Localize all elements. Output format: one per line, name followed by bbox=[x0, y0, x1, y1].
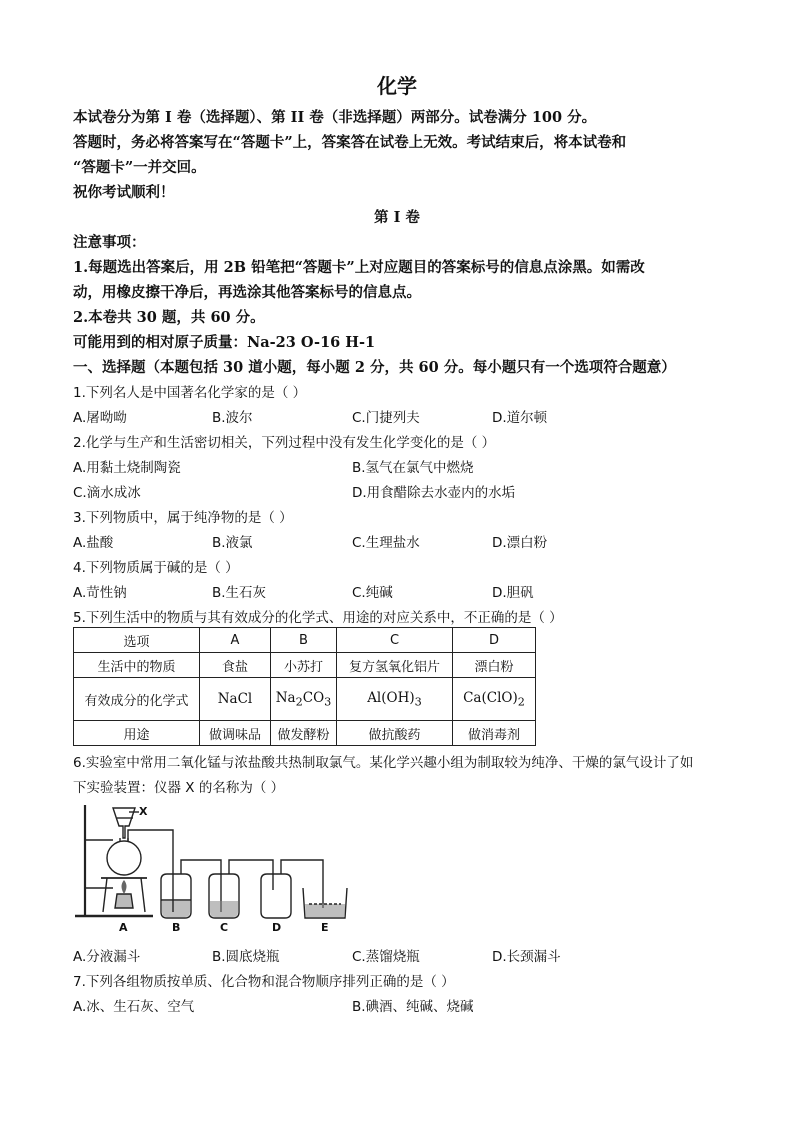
q1-option-b[interactable]: B.波尔 bbox=[212, 410, 253, 426]
atomic-mass-line: 可能用到的相对原子质量：Na-23 O-16 H-1 bbox=[73, 334, 376, 351]
q5-substance-c: 复方氢氧化铝片 bbox=[337, 653, 453, 678]
q3-stem: 3.下列物质中，属于纯净物的是（ ） bbox=[73, 510, 293, 526]
chlorine-apparatus-figure bbox=[73, 800, 373, 935]
intro-line-2: 答题时，务必将答案写在“答题卡”上，答案答在试卷上无效。考试结束后，将本试卷和 bbox=[73, 134, 627, 151]
q2-stem: 2.化学与生产和生活密切相关，下列过程中没有发生化学变化的是（ ） bbox=[73, 435, 496, 451]
q4-option-a[interactable]: A.苛性钠 bbox=[73, 585, 127, 601]
q4-stem: 4.下列物质属于碱的是（ ） bbox=[73, 560, 239, 576]
q7-stem: 7.下列各组物质按单质、化合物和混合物顺序排列正确的是（ ） bbox=[73, 974, 455, 990]
q5-col-a: A bbox=[200, 628, 271, 653]
notice-heading: 注意事项： bbox=[73, 234, 146, 251]
q1-stem: 1.下列名人是中国著名化学家的是（ ） bbox=[73, 385, 307, 401]
label-c: C bbox=[220, 921, 229, 934]
label-e: E bbox=[321, 921, 329, 934]
q5-substance-a: 食盐 bbox=[200, 653, 271, 678]
q1-option-c[interactable]: C.门捷列夫 bbox=[352, 410, 420, 426]
q3-option-b[interactable]: B.液氯 bbox=[212, 535, 253, 551]
q6-option-a[interactable]: A.分液漏斗 bbox=[73, 949, 141, 965]
notice-item-1b: 动，用橡皮擦干净后，再选涂其他答案标号的信息点。 bbox=[73, 284, 421, 301]
q2-option-c[interactable]: C.滴水成冰 bbox=[73, 485, 141, 501]
wash-bottle-c bbox=[209, 860, 273, 918]
q3-option-d[interactable]: D.漂白粉 bbox=[492, 535, 548, 551]
beaker-e bbox=[303, 888, 347, 918]
q5-stem: 5.下列生活中的物质与其有效成分的化学式、用途的对应关系中，不正确的是（ ） bbox=[73, 610, 563, 626]
q7-option-b[interactable]: B.碘酒、纯碱、烧碱 bbox=[352, 999, 474, 1015]
q4-option-c[interactable]: C.纯碱 bbox=[352, 585, 393, 601]
q5-col-d: D bbox=[453, 628, 536, 653]
q5-table bbox=[73, 627, 536, 746]
q5-formula-b: $Na_2CO_3$ bbox=[271, 678, 337, 721]
q4-option-d[interactable]: D.胆矾 bbox=[492, 585, 534, 601]
intro-line-1: 本试卷分为第 I 卷（选择题）、第 II 卷（非选择题）两部分。试卷满分 100 分。 bbox=[73, 109, 597, 126]
q1-option-a[interactable]: A.屠呦呦 bbox=[73, 410, 127, 426]
page-title: 化学 bbox=[377, 74, 417, 98]
q5-header-formula: 有效成分的化学式 bbox=[74, 678, 200, 721]
q3-option-c[interactable]: C.生理盐水 bbox=[352, 535, 420, 551]
notice-item-1a: 1.每题选出答案后，用 2B 铅笔把“答题卡”上对应题目的答案标号的信息点涂黑。如需改 bbox=[73, 259, 645, 276]
q5-substance-b: 小苏打 bbox=[271, 653, 337, 678]
q5-formula-a: NaCl bbox=[200, 678, 271, 721]
notice-item-2: 2.本卷共 30 题，共 60 分。 bbox=[73, 309, 265, 326]
label-b: B bbox=[172, 921, 181, 934]
intro-line-4: 祝你考试顺利！ bbox=[73, 184, 175, 201]
q7-option-a[interactable]: A.冰、生石灰、空气 bbox=[73, 999, 195, 1015]
q5-use-c: 做抗酸药 bbox=[337, 721, 453, 746]
q6-stem-b: 下实验装置：仪器 X 的名称为（ ） bbox=[73, 780, 285, 796]
q5-formula-c: $Al(OH)_3$ bbox=[337, 678, 453, 721]
q2-option-a[interactable]: A.用黏土烧制陶瓷 bbox=[73, 460, 181, 476]
q5-substance-d: 漂白粉 bbox=[453, 653, 536, 678]
q6-option-b[interactable]: B.圆底烧瓶 bbox=[212, 949, 280, 965]
label-d: D bbox=[272, 921, 282, 934]
q5-header-use: 用途 bbox=[74, 721, 200, 746]
q5-use-d: 做消毒剂 bbox=[453, 721, 536, 746]
label-a: A bbox=[119, 921, 128, 934]
q6-option-c[interactable]: C.蒸馏烧瓶 bbox=[352, 949, 420, 965]
part-heading: 一、选择题（本题包括 30 道小题，每小题 2 分，共 60 分。每小题只有一个选项符合题意） bbox=[73, 359, 676, 376]
q4-option-b[interactable]: B.生石灰 bbox=[212, 585, 267, 601]
q3-option-a[interactable]: A.盐酸 bbox=[73, 535, 114, 551]
q5-header-option: 选项 bbox=[74, 628, 200, 653]
q5-col-b: B bbox=[271, 628, 337, 653]
q5-formula-d: $Ca(ClO)_2$ bbox=[453, 678, 536, 721]
q2-option-b[interactable]: B.氢气在氯气中燃烧 bbox=[352, 460, 474, 476]
q6-option-d[interactable]: D.长颈漏斗 bbox=[492, 949, 561, 965]
label-x: X bbox=[139, 805, 148, 818]
q5-col-c: C bbox=[337, 628, 453, 653]
q5-header-substance: 生活中的物质 bbox=[74, 653, 200, 678]
q5-use-a: 做调味品 bbox=[200, 721, 271, 746]
q5-use-b: 做发酵粉 bbox=[271, 721, 337, 746]
q1-option-d[interactable]: D.道尔顿 bbox=[492, 410, 548, 426]
q6-stem-a: 6.实验室中常用二氧化锰与浓盐酸共热制取氯气。某化学兴趣小组为制取较为纯净、干燥的氯气设计了如 bbox=[73, 755, 694, 771]
section-title: 第 I 卷 bbox=[374, 209, 420, 226]
intro-line-3: “答题卡”一并交回。 bbox=[73, 159, 206, 176]
q2-option-d[interactable]: D.用食醋除去水壶内的水垢 bbox=[352, 485, 516, 501]
